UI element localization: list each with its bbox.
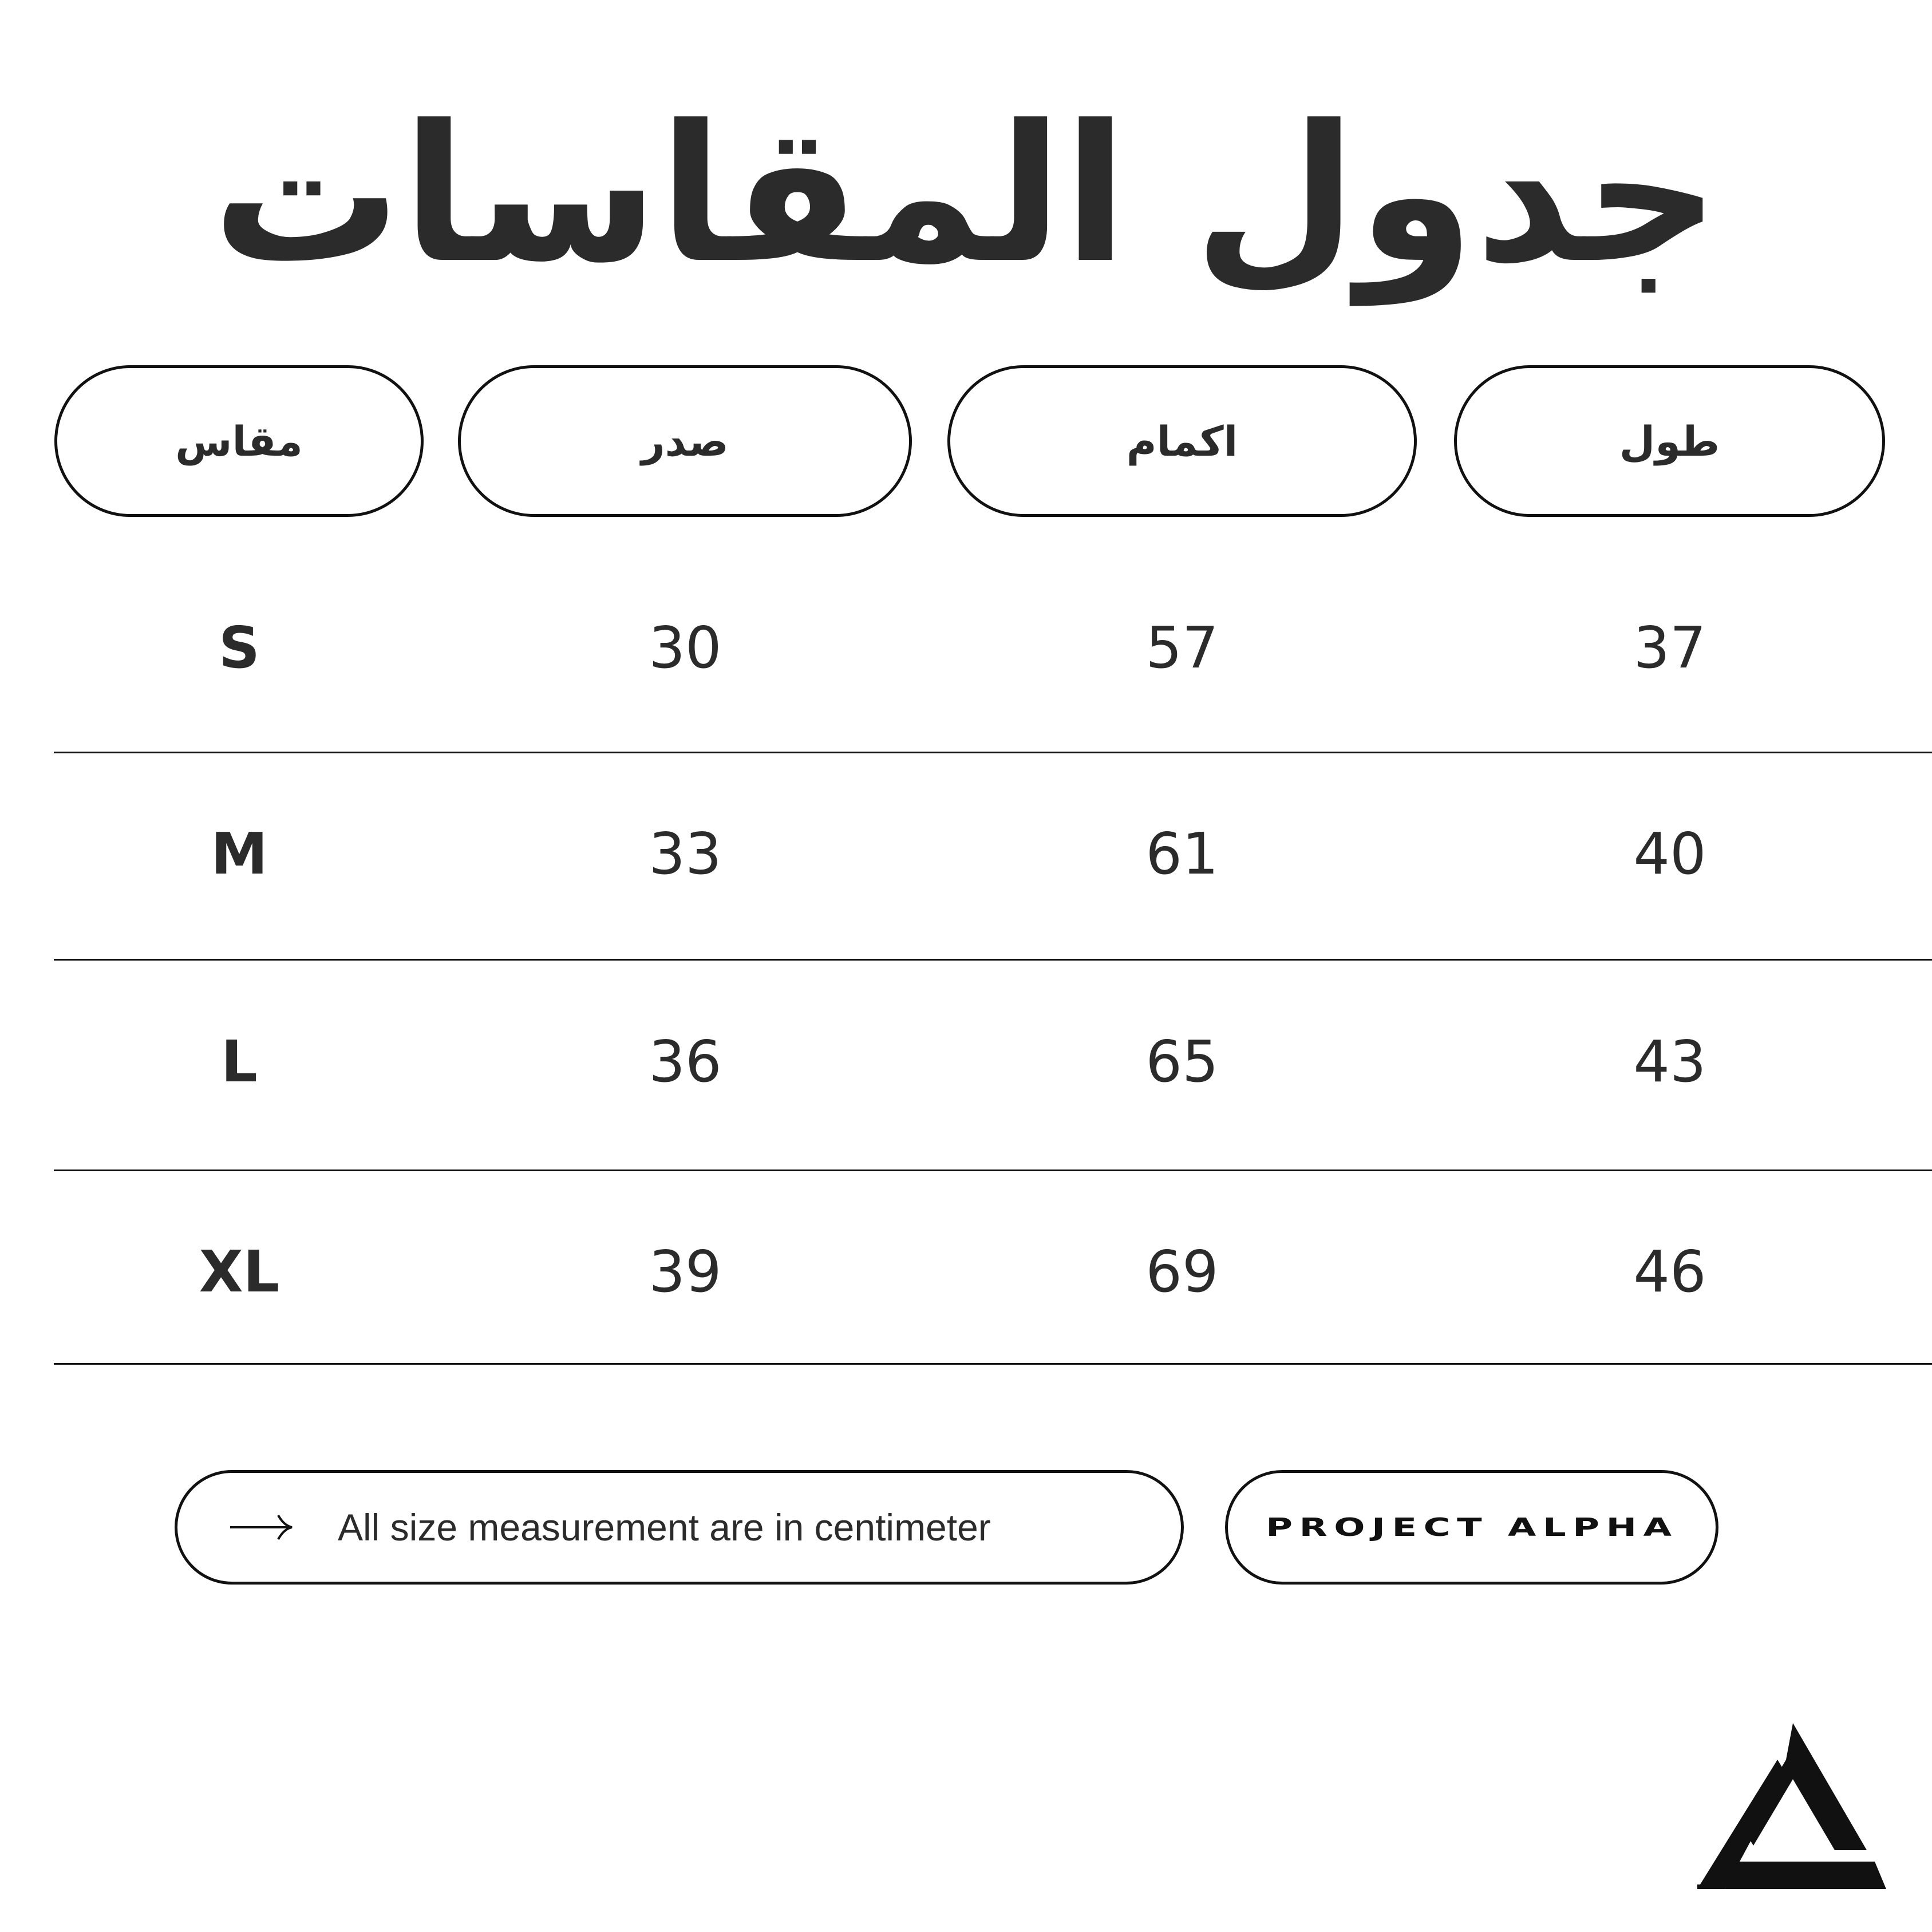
sleeves-cell: 61 bbox=[1145, 820, 1219, 887]
brand-name: PROJECT ALPHA bbox=[1265, 1512, 1678, 1542]
column-header-chest-label: صدر bbox=[641, 417, 729, 465]
sleeves-cell: 69 bbox=[1145, 1238, 1219, 1305]
sleeves-cell: 57 bbox=[1145, 614, 1219, 681]
column-header-length bbox=[1454, 365, 1885, 517]
column-header-sleeves-label: اكمام bbox=[1126, 417, 1238, 465]
length-cell: 43 bbox=[1633, 1028, 1706, 1095]
measurement-note bbox=[175, 1470, 1184, 1585]
column-header-sleeves bbox=[947, 365, 1417, 517]
chest-cell: 36 bbox=[649, 1028, 722, 1095]
chest-cell: 39 bbox=[649, 1238, 722, 1305]
measurement-note-text: All size measurement are in centimeter bbox=[338, 1506, 991, 1548]
size-cell: S bbox=[218, 614, 260, 681]
page-title: جدول المقاسات bbox=[212, 85, 1720, 305]
column-header-chest bbox=[458, 365, 912, 517]
length-cell: 40 bbox=[1633, 820, 1706, 887]
triangle-logo-icon bbox=[1697, 1723, 1886, 1889]
row-divider bbox=[54, 1363, 1932, 1365]
length-cell: 46 bbox=[1633, 1238, 1706, 1305]
column-header-length-label: طول bbox=[1619, 417, 1720, 465]
size-cell: XL bbox=[199, 1238, 280, 1305]
brand-badge bbox=[1225, 1470, 1718, 1585]
column-header-size bbox=[54, 365, 424, 517]
sleeves-cell: 65 bbox=[1145, 1028, 1219, 1095]
row-divider bbox=[54, 1170, 1932, 1171]
row-divider bbox=[54, 959, 1932, 961]
length-cell: 37 bbox=[1633, 614, 1706, 681]
arrow-right-icon bbox=[229, 1513, 295, 1542]
size-cell: M bbox=[211, 820, 268, 887]
size-cell: L bbox=[221, 1028, 258, 1095]
row-divider bbox=[54, 752, 1932, 753]
column-header-size-label: مقاس bbox=[175, 417, 303, 465]
chest-cell: 30 bbox=[649, 614, 722, 681]
chest-cell: 33 bbox=[649, 820, 722, 887]
